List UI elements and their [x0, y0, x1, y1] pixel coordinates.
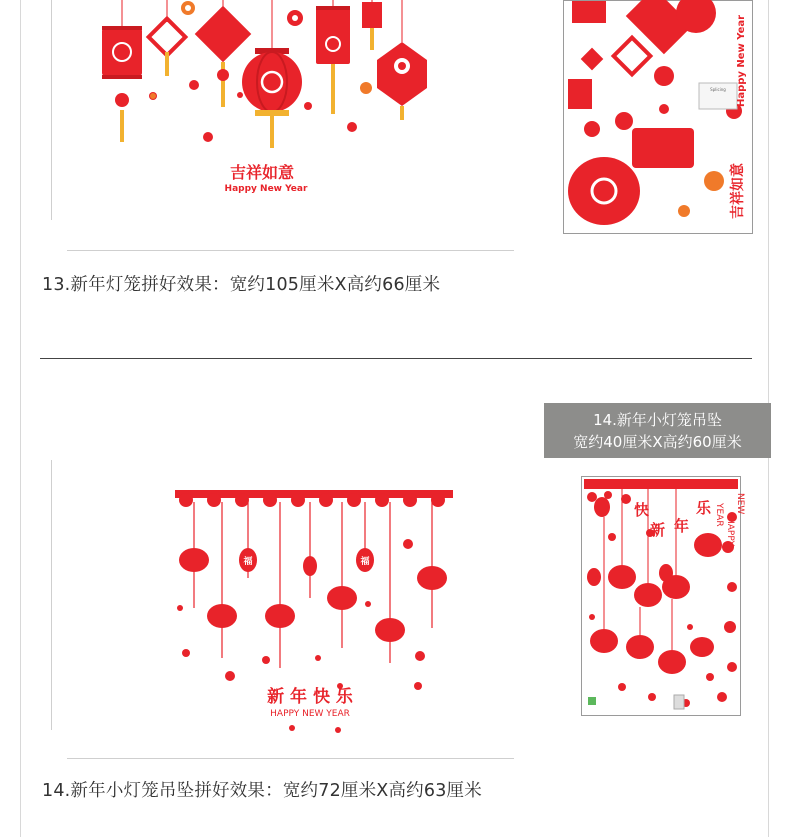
page-frame-left — [20, 0, 21, 837]
product-label-line1: 14.新年小灯笼吊坠 — [593, 411, 722, 429]
greeting-en-text: Happy New Year — [224, 184, 308, 194]
round-lantern-icon — [242, 48, 302, 148]
thumb-char-2: 新 — [650, 521, 666, 539]
greeting-cn-14: 新 年 快 乐 — [267, 687, 353, 707]
thumb-char-4: 乐 — [696, 499, 712, 517]
small-lantern-icon — [362, 2, 382, 50]
image-border-left — [51, 0, 52, 220]
chinese-knot-icon — [149, 19, 186, 76]
thumb-en-happy: HAPPY — [725, 517, 735, 547]
caption-divider — [67, 250, 514, 251]
greeting-en-14: HAPPY NEW YEAR — [270, 709, 350, 719]
size-caption-14: 14.新年小灯笼吊坠拼好效果：宽约72厘米X高约63厘米 — [42, 781, 482, 801]
flower-icon — [181, 1, 195, 15]
thumb-greeting-en: Happy New Year — [736, 14, 747, 108]
thumb-char-3: 年 — [674, 517, 690, 535]
thumb-en-new: NEW — [735, 493, 745, 515]
thumb-en-year: YEAR — [714, 503, 724, 527]
product-label-line2: 宽约40厘米X高约60厘米 — [573, 433, 742, 451]
lantern-cylinder-icon — [102, 26, 142, 142]
fu-charm-right: 福 — [360, 557, 370, 567]
section-separator — [40, 358, 752, 359]
caption-divider-14 — [67, 758, 514, 759]
greeting-cn-text: 吉祥如意 — [229, 163, 295, 182]
fu-charm-left: 福 — [243, 557, 253, 567]
product-label-14 — [544, 403, 771, 458]
image-border-left-14 — [51, 460, 52, 730]
size-caption-13: 13.新年灯笼拼好效果：宽约105厘米X高约66厘米 — [42, 275, 441, 295]
thumb-splicing-label: Splicing — [710, 87, 726, 92]
decal-sheet-thumbnail-13 — [563, 0, 753, 234]
decal-sheet-thumbnail-14 — [581, 476, 745, 716]
thumb-greeting-cn: 吉祥如意 — [730, 163, 746, 219]
tall-lantern-icon — [316, 6, 350, 114]
diamond-lantern-icon — [195, 6, 252, 107]
pendant-lanterns-preview — [170, 488, 460, 738]
thumb-char-1: 快 — [634, 501, 650, 519]
hex-lantern-icon — [377, 42, 427, 120]
lanterns-decal-preview — [90, 0, 450, 200]
